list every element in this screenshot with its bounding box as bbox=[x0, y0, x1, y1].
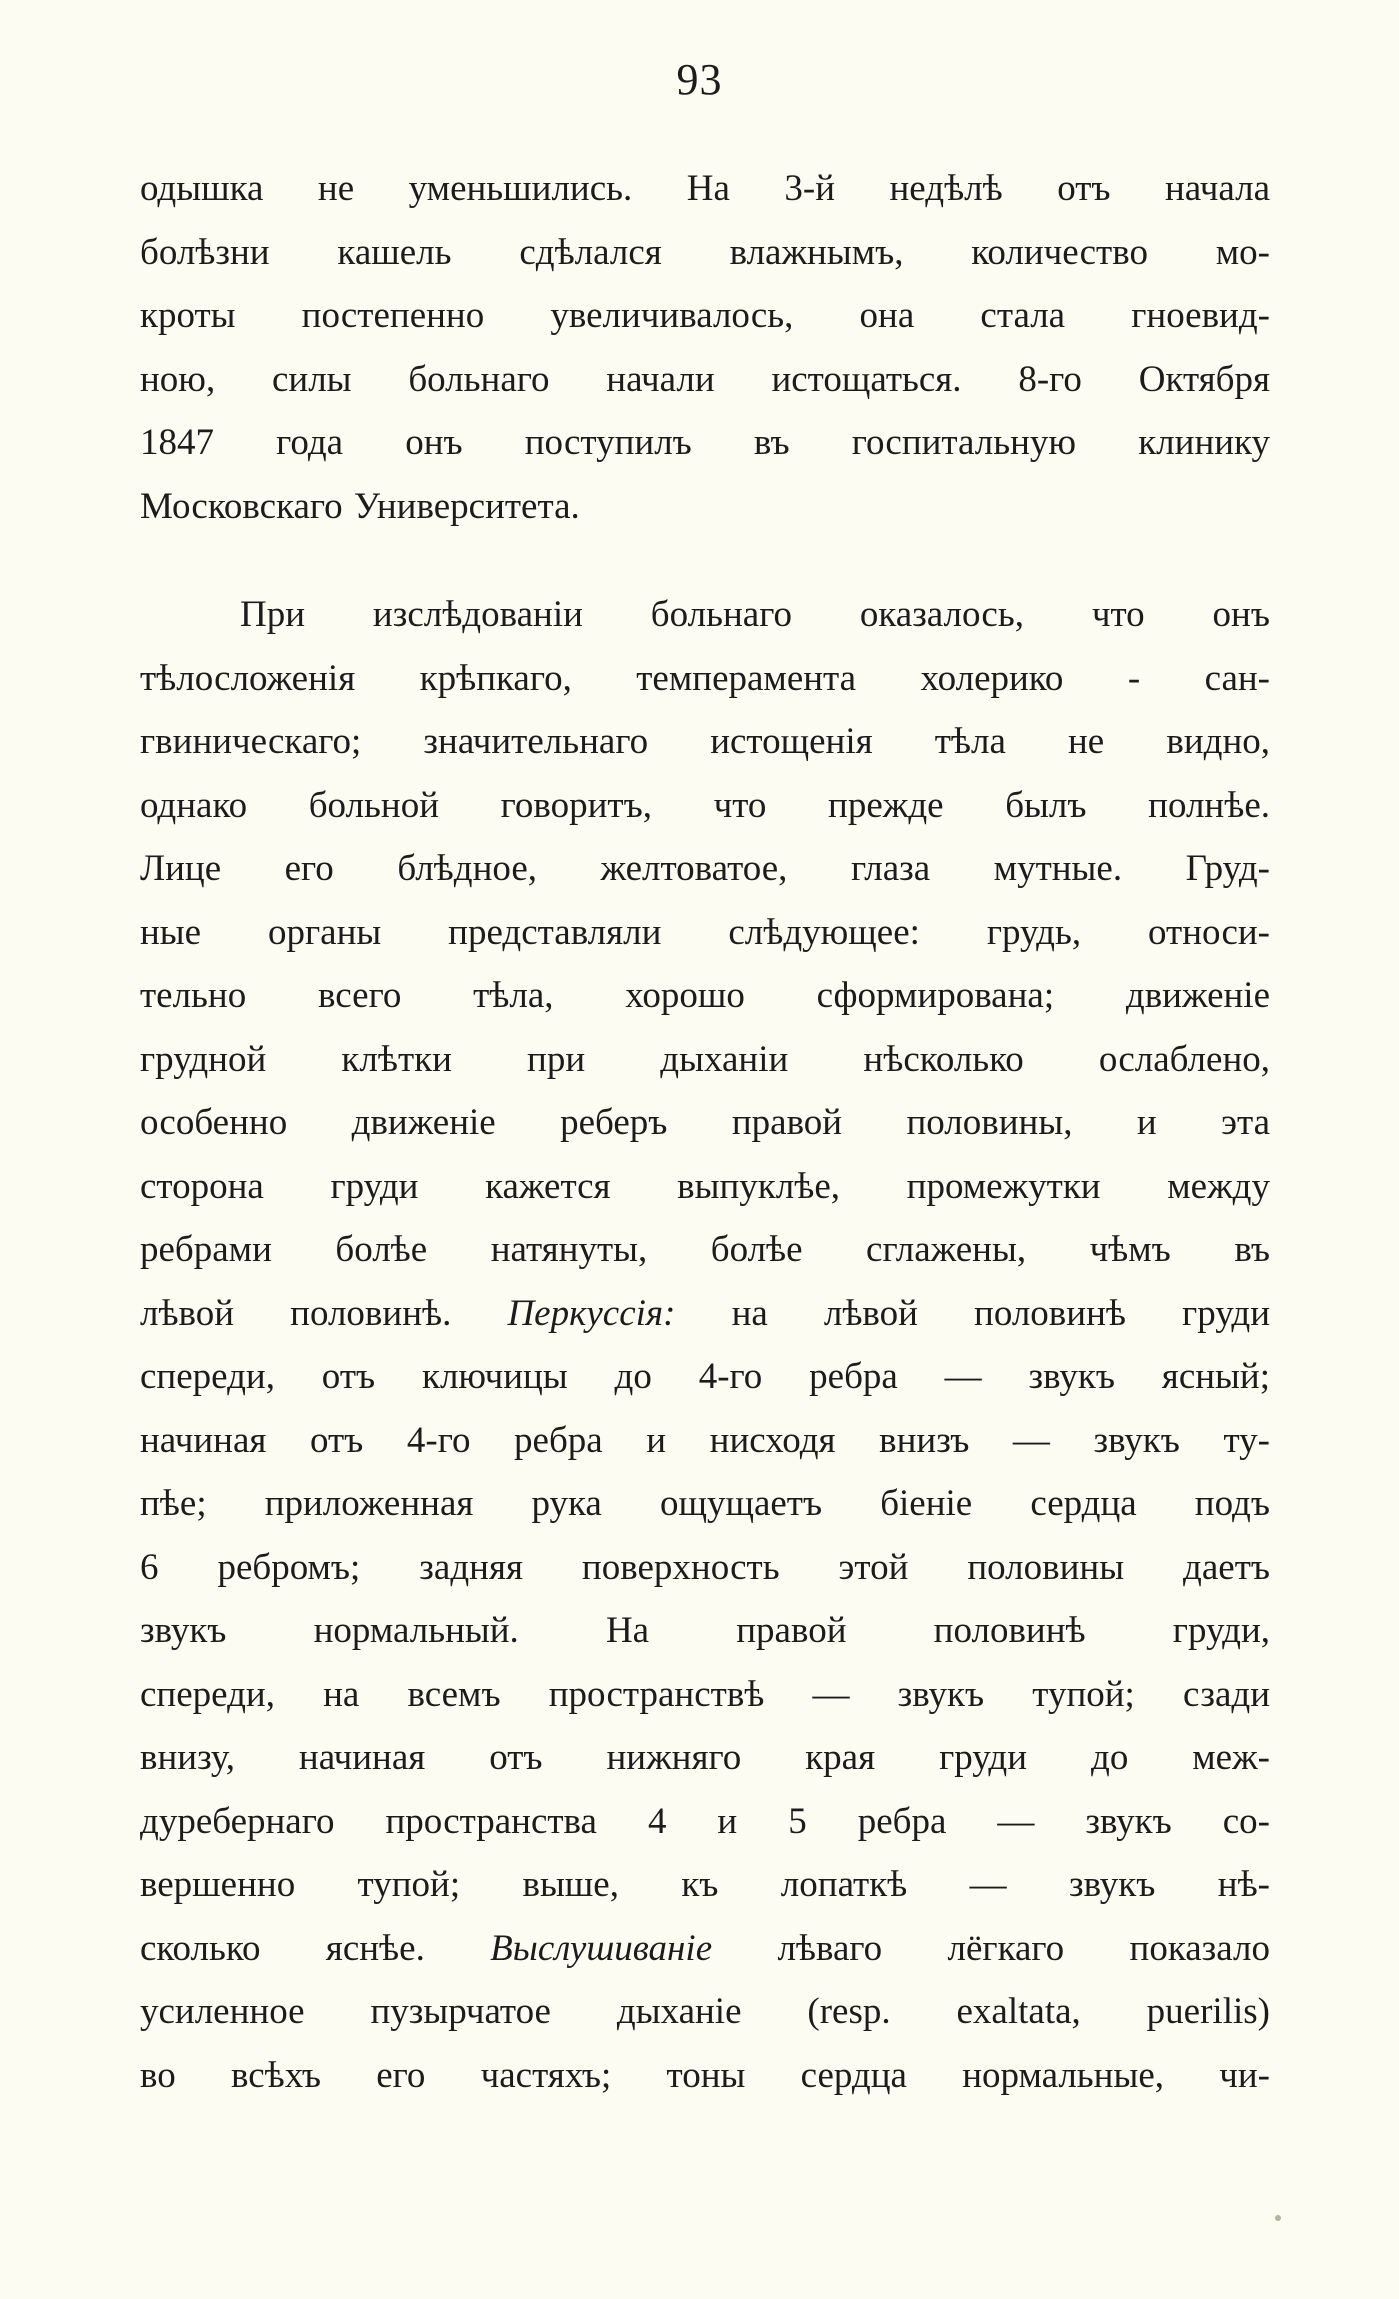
line-text: лѣвой половинѣ. bbox=[140, 1292, 452, 1334]
text-line: одышка не уменьшились. На 3-й недѣлѣ отъ начала bbox=[140, 168, 1270, 209]
text-line: ные органы представляли слѣдующее: грудь, относи- bbox=[140, 911, 1270, 953]
text-line: дуребернаго пространства 4 и 5 ребра — звукъ со- bbox=[140, 1800, 1270, 1842]
text-line: усиленное пузырчатое дыханіе (resp. exaltata, puerilis) bbox=[140, 1991, 1270, 2032]
text-line: гвиническаго; значительнаго истощенія тѣла не видно, bbox=[140, 721, 1270, 762]
text-line: ною, силы больнаго начали истощаться. 8-го Октября bbox=[140, 358, 1270, 400]
text-line: При изслѣдованіи больнаго оказалось, что онъ bbox=[240, 594, 1270, 635]
text-line bbox=[140, 1282, 1270, 1346]
paragraph-2 bbox=[140, 583, 1270, 2107]
text-line: начиная отъ 4-го ребра и нисходя внизъ — звукъ ту- bbox=[140, 1419, 1270, 1461]
text-line: Лице его блѣдное, желтоватое, глаза мутные. Груд- bbox=[140, 848, 1270, 889]
text-line: 6 ребромъ; задняя поверхность этой половины даетъ bbox=[140, 1546, 1270, 1588]
text-line: тѣлосложенія крѣпкаго, темперамента холерико - сан- bbox=[140, 657, 1270, 699]
text-line: сторона груди кажется выпуклѣе, промежутки между bbox=[140, 1165, 1270, 1207]
text-line: особенно движеніе реберъ правой половины, и эта bbox=[140, 1102, 1270, 1143]
text-line: тельно всего тѣла, хорошо сформирована; движеніе bbox=[140, 975, 1270, 1016]
text-line: во всѣхъ его частяхъ; тоны сердца нормальные, чи- bbox=[140, 2054, 1270, 2096]
page-number: 93 bbox=[676, 55, 723, 104]
text-line: вершенно тупой; выше, къ лопаткѣ — звукъ нѣ- bbox=[140, 1864, 1270, 1905]
italic-term-auscultation: Выслушиваніе bbox=[490, 1927, 713, 1969]
paper-spot bbox=[1275, 2215, 1281, 2221]
text-line: ребрами болѣе натянуты, болѣе сглажены, чѣмъ въ bbox=[140, 1229, 1270, 1270]
line-text: на лѣвой половинѣ груди bbox=[731, 1292, 1271, 1334]
text-line: 1847 года онъ поступилъ въ госпитальную клинику bbox=[140, 422, 1270, 463]
text-line: однако больной говоритъ, что прежде былъ полнѣе. bbox=[140, 784, 1270, 826]
text-line: спереди, на всемъ пространствѣ — звукъ тупой; сзади bbox=[140, 1673, 1270, 1715]
paragraph-1 bbox=[140, 157, 1270, 538]
line-text: сколько яснѣе. bbox=[140, 1927, 425, 1969]
italic-term-percussion: Перкуссія: bbox=[507, 1292, 676, 1334]
text-line: Московскаго Университета. bbox=[140, 485, 580, 527]
text-line: грудной клѣтки при дыханіи нѣсколько ослаблено, bbox=[140, 1038, 1270, 1080]
text-line: звукъ нормальный. На правой половинѣ груди, bbox=[140, 1610, 1270, 1651]
text-line: спереди, отъ ключицы до 4-го ребра — звукъ ясный; bbox=[140, 1356, 1270, 1397]
text-line: болѣзни кашель сдѣлался влажнымъ, количество мо- bbox=[140, 231, 1270, 273]
text-line: пѣе; приложенная рука ощущаетъ біеніе сердца подъ bbox=[140, 1483, 1270, 1524]
text-line: внизу, начиная отъ нижняго края груди до меж- bbox=[140, 1737, 1270, 1778]
text-line bbox=[140, 1917, 1270, 1981]
line-text: лѣваго лёгкаго показало bbox=[777, 1927, 1270, 1969]
text-line: кроты постепенно увеличивалось, она стала гноевид- bbox=[140, 295, 1270, 336]
